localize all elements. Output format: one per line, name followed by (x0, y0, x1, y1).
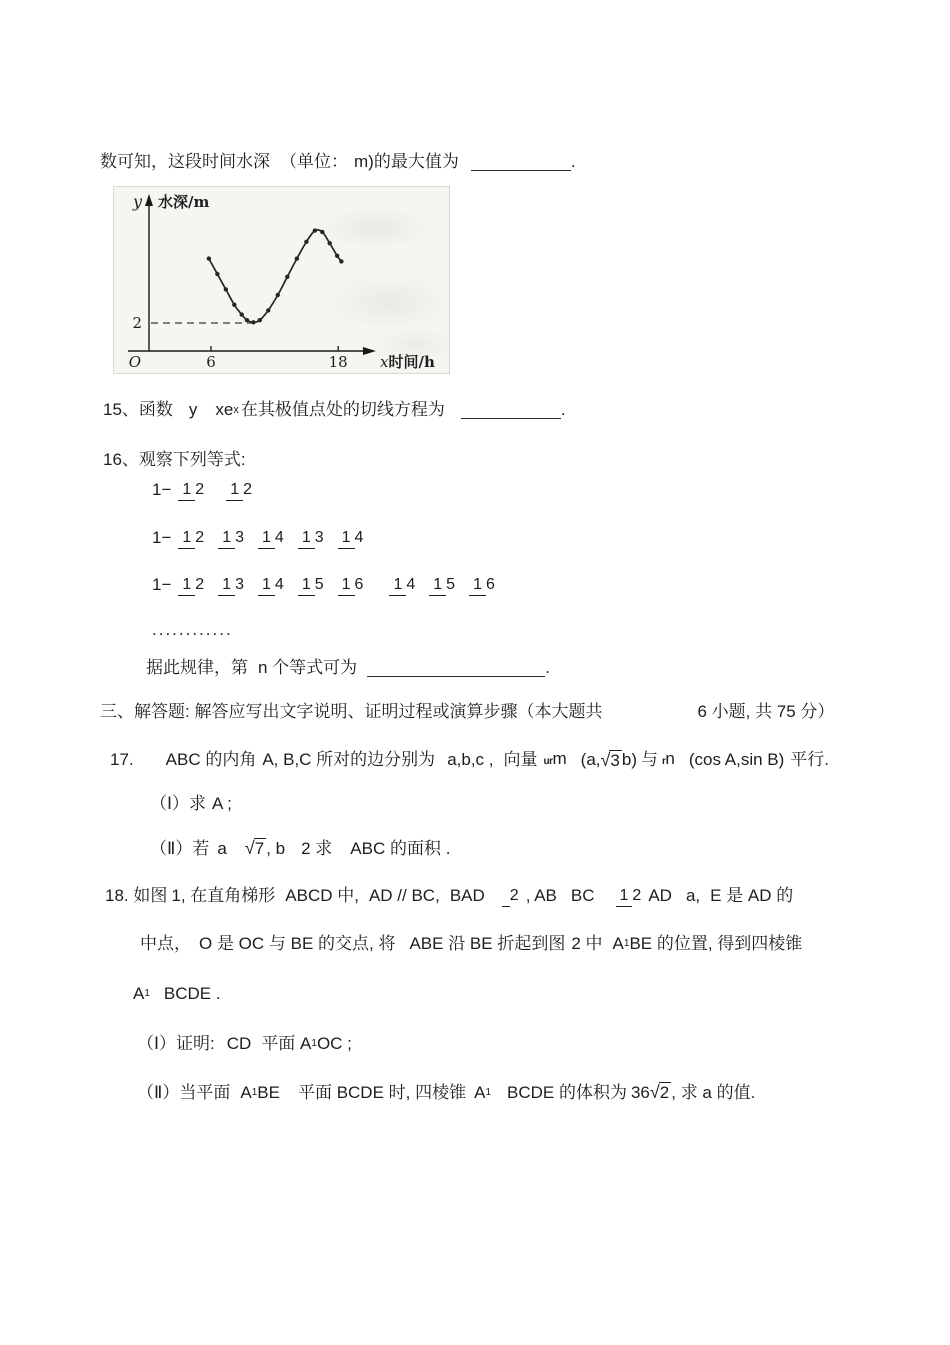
data-point (285, 275, 289, 279)
vector-arrow-mark: ur (543, 755, 553, 767)
numerator: 1 (616, 886, 633, 907)
data-point (339, 259, 343, 263)
text-run: BAD (449, 886, 485, 905)
fraction (298, 577, 324, 594)
text-run: 1, 在直角梯形 (171, 886, 276, 905)
text-run: AD (648, 886, 672, 905)
spacer (275, 896, 285, 897)
denominator: 2 (195, 480, 205, 498)
numerator: 1 (469, 575, 486, 596)
radical (245, 836, 266, 861)
fraction (338, 530, 364, 547)
numerator: 1 (178, 575, 195, 596)
fraction (502, 888, 519, 905)
data-point (258, 318, 262, 322)
fraction (226, 482, 252, 499)
text-run: 数可知，这段时间水深 (100, 152, 270, 171)
spacer (700, 896, 710, 897)
text-run: 在其极值点处的切线方程为 (240, 400, 445, 419)
fraction (429, 577, 455, 594)
question-18-line-2: 中点， O 是 OC 与 BE 的交点, 将 ABE 沿 BE 折起到图 2 中 A 1 BE 的位置, 得到四棱锥 (140, 932, 802, 956)
text-run: （Ⅱ）当平面 (137, 1082, 231, 1102)
equation-row-3 (152, 573, 502, 597)
vector-symbol (544, 750, 567, 767)
text-run: （Ⅰ）证明: (137, 1034, 215, 1053)
radical (601, 748, 622, 773)
equation-row-1 (152, 478, 259, 502)
numerator: 1 (258, 575, 275, 596)
denominator: 6 (485, 575, 495, 593)
data-point (320, 230, 324, 234)
text-run: BCDE . (163, 984, 221, 1003)
spacer (602, 712, 697, 713)
section-3-header (100, 700, 834, 724)
spacer (395, 944, 409, 945)
denominator: 6 (354, 575, 364, 593)
text-run: BC (570, 886, 595, 905)
spacer (603, 944, 613, 945)
question-18-line-3: A 1 BCDE . (133, 982, 221, 1006)
text-run: A ; (212, 794, 232, 813)
question-17-part-1 (150, 792, 232, 816)
radicand: 3 (610, 750, 620, 770)
spacer (285, 848, 301, 849)
numerator (502, 886, 510, 907)
fraction (469, 577, 495, 594)
text-run: BE (257, 1082, 280, 1102)
numerator: 1 (429, 575, 446, 596)
fraction (258, 530, 284, 547)
text-run: (cos A,sin B) (688, 750, 785, 769)
question-16-text: 16、观察下列等式: (103, 450, 246, 469)
text-run: (a, (580, 750, 601, 769)
numerator: 1 (258, 528, 275, 549)
fraction (218, 577, 244, 594)
text-run: 6 小题, 共 75 分） (697, 702, 835, 721)
data-point (224, 287, 228, 291)
text-run: A, B,C 所对的边分别为 (262, 750, 436, 769)
spacer (173, 410, 189, 411)
text-run: y (188, 400, 198, 419)
denominator: 2 (195, 528, 205, 546)
origin-label: O (128, 353, 141, 371)
fraction (258, 577, 284, 594)
text-run: 据此规律，第 (146, 658, 248, 677)
blank-field (461, 403, 561, 419)
fraction (338, 577, 364, 594)
spacer (677, 760, 689, 761)
denominator: 3 (235, 528, 245, 546)
denominator: 2 (509, 886, 519, 904)
text-run: 1− (152, 575, 172, 594)
data-point (251, 320, 255, 324)
spacer (215, 1044, 227, 1045)
y-axis-unit-label: 水深/m (158, 193, 210, 211)
fraction (298, 530, 324, 547)
question-18-part-1: （Ⅰ）证明: CD 平面 A 1 OC ; (137, 1032, 352, 1056)
text-run: , AB (525, 886, 557, 905)
data-point (304, 240, 308, 244)
text-run: . (545, 658, 550, 677)
text-run: A (133, 984, 145, 1003)
numerator: 1 (338, 575, 355, 596)
data-point (245, 318, 249, 322)
radical-sign-icon: √ (244, 838, 255, 858)
data-point (313, 228, 317, 232)
text-run: 17. (110, 750, 134, 769)
spacer (370, 585, 382, 586)
denominator: 4 (274, 575, 284, 593)
text-run: CD (226, 1034, 252, 1053)
text-run: m)的最大值为 (354, 152, 459, 171)
text-run: 1− (152, 528, 172, 547)
water-depth-plot (114, 187, 451, 375)
spacer (485, 896, 495, 897)
data-point (266, 308, 270, 312)
x-tick-label: 18 (328, 353, 348, 371)
text-run: , 求 a 的值. (671, 1082, 756, 1102)
text-run: b) (621, 750, 637, 769)
text-run: A (240, 1082, 252, 1102)
text-run: 与 (641, 750, 658, 769)
text-run: 36 (630, 1082, 650, 1102)
text-run: OC ; (316, 1034, 352, 1053)
data-point (240, 312, 244, 316)
text-run: A (612, 934, 624, 953)
spacer (658, 760, 660, 761)
text-run: ABC 的内角 (165, 750, 257, 769)
fraction (218, 530, 244, 547)
spacer (435, 760, 447, 761)
x-axis-label: x时间/h (380, 353, 435, 371)
numerator: 1 (338, 528, 355, 549)
water-depth-figure (113, 186, 450, 374)
question-16-conclusion (146, 656, 550, 680)
fraction (616, 888, 642, 905)
text-run: 2 求 (301, 838, 333, 858)
spacer (280, 1092, 298, 1093)
text-run: 平面 BCDE 时, 四棱锥 (297, 1082, 467, 1102)
text-run: 三、解答题: 解答应写出文字说明、证明过程或演算步骤（本大题共 (100, 702, 603, 721)
text-run: ABCD 中, (285, 886, 359, 905)
spacer (494, 760, 504, 761)
vector-letter: m (552, 748, 567, 768)
denominator: 2 (195, 575, 205, 593)
text-run: 1− (152, 480, 172, 499)
question-16-header (103, 448, 246, 472)
spacer (491, 1092, 507, 1093)
denominator: 2 (632, 886, 642, 904)
question-17 (110, 742, 829, 778)
equation-row-2 (152, 526, 370, 550)
fraction (178, 530, 204, 547)
denominator: 4 (274, 528, 284, 546)
text-run: BCDE 的体积为 (507, 1082, 627, 1102)
spacer (357, 668, 367, 669)
text-run: （Ⅱ）若 (150, 838, 210, 858)
text-run: （Ⅰ）求 (150, 794, 207, 813)
spacer (445, 410, 461, 411)
spacer (191, 944, 199, 945)
numerator: 1 (218, 575, 235, 596)
text-run: ABC 的面积 . (350, 838, 451, 858)
text-run: 15、函数 (103, 400, 173, 419)
text-run: 向量 (503, 750, 538, 769)
text-run: , b (266, 838, 286, 858)
blank-field (471, 155, 571, 171)
text-run: （单位： (280, 152, 348, 171)
spacer (466, 1092, 474, 1093)
vector-symbol (662, 750, 675, 767)
denominator: 2 (243, 480, 253, 498)
fraction (178, 577, 204, 594)
question-17-part-2 (150, 836, 450, 861)
ellipsis-line (152, 618, 233, 642)
denominator: 5 (446, 575, 456, 593)
spacer (227, 848, 245, 849)
text-run: a (217, 838, 227, 858)
denominator: 4 (406, 575, 416, 593)
numerator: 1 (218, 528, 235, 549)
spacer (134, 760, 166, 761)
text-run: 平行. (790, 750, 830, 769)
data-point (335, 254, 339, 258)
numerator: 1 (298, 575, 315, 596)
y-axis-variable-label: y (132, 192, 142, 211)
numerator: 1 (178, 528, 195, 549)
spacer (251, 1044, 261, 1045)
spacer (569, 760, 581, 761)
spacer (150, 994, 164, 995)
spacer (332, 848, 350, 849)
x-tick-label: 6 (206, 353, 216, 371)
y-axis-arrow-icon (145, 194, 153, 206)
blank-field (367, 661, 545, 677)
fraction (178, 482, 204, 499)
numerator: 1 (389, 575, 406, 596)
radical-sign-icon: √ (600, 749, 611, 770)
intro-line (100, 150, 576, 174)
question-18-line-1 (105, 876, 793, 916)
text-run: 中点， (140, 934, 191, 953)
question-18-part-2: （Ⅱ）当平面 A 1 BE 平面 BCDE 时, 四棱锥 A 1 BCDE 的体积为 36 √2 , 求 a 的值. (137, 1080, 755, 1105)
text-run: a, (685, 886, 701, 905)
numerator: 1 (298, 528, 315, 549)
spacer (359, 896, 369, 897)
question-15: 15、函数 y xe x 在其极值点处的切线方程为 . (103, 398, 566, 422)
spacer (270, 162, 280, 163)
text-run: E 是 AD 的 (710, 886, 794, 905)
radical (650, 1080, 671, 1105)
text-run: 2 中 (571, 934, 603, 953)
data-point (215, 272, 219, 276)
fraction (389, 577, 415, 594)
text-run: . (570, 152, 576, 171)
water-depth-curve (209, 230, 342, 323)
spacer (248, 668, 258, 669)
radicand: 2 (659, 1083, 670, 1102)
text-run: . (560, 400, 566, 419)
data-point (328, 241, 332, 245)
spacer (538, 760, 542, 761)
text-run: a,b,c , (447, 750, 494, 769)
numerator: 1 (178, 480, 195, 501)
data-point (276, 293, 280, 297)
numerator: 1 (226, 480, 243, 501)
text-run: ABE 沿 BE 折起到图 (409, 934, 566, 953)
ellipsis-text: ............ (152, 620, 233, 639)
spacer (557, 896, 571, 897)
spacer (595, 896, 609, 897)
text-run: xe (215, 400, 234, 419)
denominator: 5 (314, 575, 324, 593)
radical-sign-icon: √ (649, 1082, 660, 1102)
text-run: 平面 A (261, 1034, 312, 1053)
denominator: 3 (314, 528, 324, 546)
data-point (295, 256, 299, 260)
spacer (197, 410, 215, 411)
text-run: AD // BC, (368, 886, 440, 905)
text-run: BE 的位置, 得到四棱锥 (629, 934, 803, 953)
denominator: 4 (354, 528, 364, 546)
text-run: 18. 如图 (105, 886, 168, 905)
text-run: n 个等式可为 (258, 658, 358, 677)
data-point (207, 256, 211, 260)
spacer (440, 896, 450, 897)
x-axis-arrow-icon (363, 347, 376, 355)
denominator: 3 (235, 575, 245, 593)
radicand: 7 (254, 839, 265, 858)
text-run: O 是 OC 与 BE 的交点, 将 (199, 934, 396, 953)
spacer (459, 162, 471, 163)
vector-letter: n (665, 748, 675, 768)
spacer (211, 490, 219, 491)
spacer (672, 896, 686, 897)
text-run: A (474, 1082, 486, 1102)
spacer (209, 848, 217, 849)
spacer (230, 1092, 240, 1093)
y-tick-label: 2 (132, 314, 142, 332)
vector-arrow-mark: r (662, 755, 666, 767)
data-point (232, 303, 236, 307)
